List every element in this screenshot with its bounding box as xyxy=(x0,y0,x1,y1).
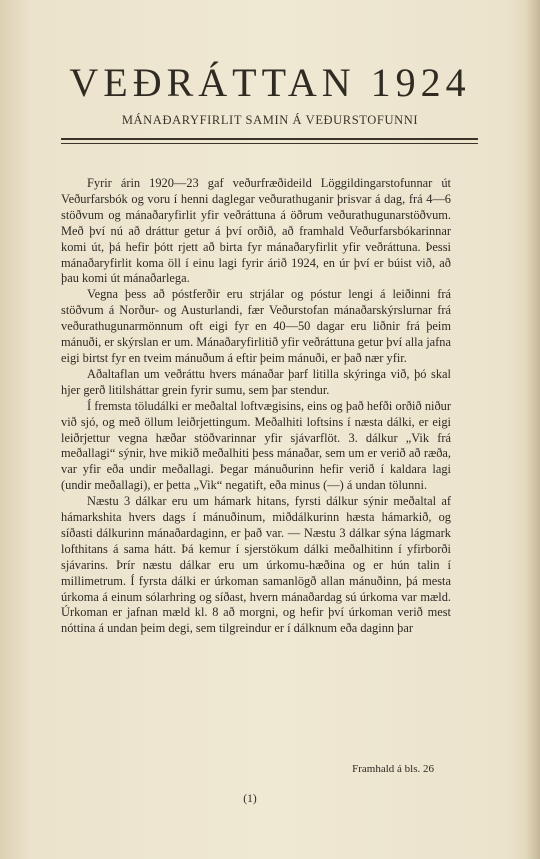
paragraph: Aðaltaflan um veðráttu hvers mánaðar þarf litilla skýringa við, þó skal hjer gerð litilsháttar grein fyrir sumu, sem þar stendur. xyxy=(61,366,451,397)
paragraph: Næstu 3 dálkar eru um hámark hitans, fyrsti dálkur sýnir meðaltal af hámarkshita hvers dags í mánuðinum, miðdálkurinn hæsta hámarkið, og síðasti dálkurinn mánaðardaginn, er það var. — Næstu 3 dálkar sýna lágmark lofthitans á sama hátt. Þá kemur í sjerstökum dálki meðalhitinn í yfirborði sjávarins. Þrír næstu dálkar eru um úrkomu-hæðina og er hún talin í millimetrum. Í fyrsta dálki er úrkoman samanlögð allan mánuðinn, þá mesta úrkoma á einum sólarhring og síðast, hvern mánaðardag sú úrkoma var mæld. Úrkoman er jafnan mæld kl. 8 að morgni, og hefir því úrkoman verið mest nóttina á undan þeim degi, sem tilgreindur er í dálknum eða daginn þar xyxy=(61,494,451,636)
paragraph: Fyrir árin 1920—23 gaf veðurfræðideild Löggildingarstofunnar út Veðurfarsbók og voru í henni daglegar veðurathuganir þrisvar á dag, frá 4—6 stöðvum og mánaðaryfirlit yfir veðráttuna á öðrum veðurathugunarstöðvum. Með því nú að dráttur getur á því orðið, að framhald Veðurfarsbókarinnar komi út, þá hefir þótt rjett að birta fyr mánaðaryfirlit yfir veðráttuna. Þessi mánaðaryfirlit koma öll í einu lagi fyrir árið 1924, en úr því er búist við, að þau komi út mánaðarlega. xyxy=(61,176,451,286)
continued-note: Framhald á bls. 26 xyxy=(352,763,434,775)
page-edge-shadow xyxy=(526,0,540,859)
document-subtitle: MÁNAÐARYFIRLIT SAMIN Á VEÐURSTOFUNNI xyxy=(121,113,419,127)
header-rule-thick xyxy=(61,138,478,140)
header-rule-thin xyxy=(61,143,478,144)
paragraph: Í fremsta töludálki er meðaltal loftvægisins, eins og það hefði orðið niður við sjó, og með öllum leiðrjettingum. Meðalhiti loftsins í næsta dálki, er eigi leiðrjettur vegna hæðar stöðvarinnar yfir sjávarflöt. 3. dálkur „Vik frá meðallagi“ sýnir, hve mikið meðalhiti þess mánaðar, sem um er verið að ræða, var yfir eða undir meðallagi. Þegar mánuðurinn hefir verið í kaldara lagi (undir meðallagi), er þetta „Vik“ negatift, eða minus (—) á undan tölunni. xyxy=(61,398,451,493)
document-title: VEÐRÁTTAN 1924 xyxy=(69,60,471,105)
body-text xyxy=(61,176,451,637)
page-number: (1) xyxy=(243,793,257,805)
paragraph: Vegna þess að póstferðir eru strjálar og póstur lengi á leiðinni frá stöðvum á Norður- og Austurlandi, fær Veðurstofan mánaðarskýrslurnar frá veðurathugunarmönnum oft eigi fyr en 40—50 dagar eru liðnir frá þeim mánuði, er skýrslan er um. Mánaðaryfirlitið yfir veðráttuna getur því alla jafna eigi birtst fyr en tveim mánuðum á eftir þeim mánuði, er það nær yfir. xyxy=(61,287,451,365)
